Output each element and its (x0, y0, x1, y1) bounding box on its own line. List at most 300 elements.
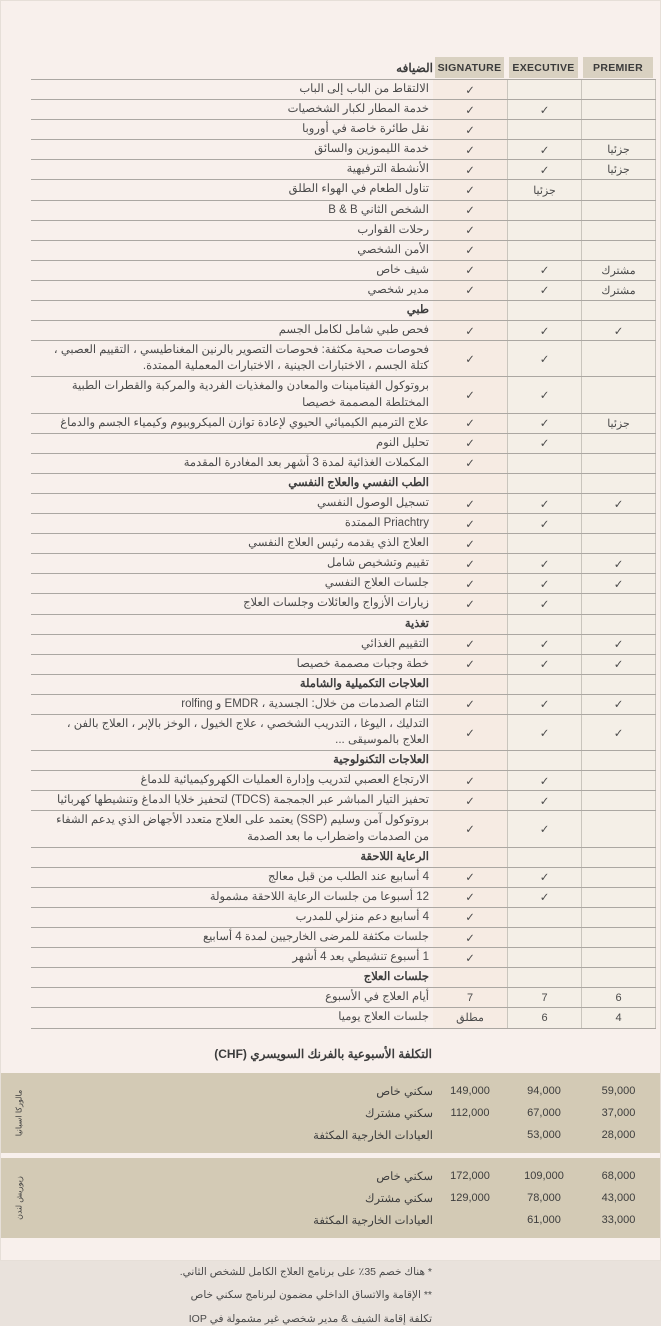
price-value-premier: 37,000 (581, 1107, 656, 1119)
value-text: مشترك (601, 264, 635, 277)
check-icon: ✓ (465, 497, 475, 511)
table-row (31, 791, 656, 811)
value-text: جزئيا (607, 417, 630, 430)
table-row (31, 221, 656, 241)
value-cell-executive (507, 554, 581, 573)
value-cell-premier (581, 615, 656, 634)
check-icon: ✓ (540, 163, 550, 177)
pricing-row (31, 1102, 656, 1124)
section-label: العلاجات التكنولوجية (31, 751, 433, 770)
check-icon: ✓ (465, 163, 475, 177)
feature-label: بروتوكول آمن وسليم (SSP) يعتمد على العلاج متعدد الأجهاض الذي يدعم الشفاء من الصدمات واضطراب ما بعد الصدمة (31, 811, 433, 846)
value-cell-premier (581, 377, 656, 412)
value-cell-signature (433, 120, 507, 139)
value-cell-executive (507, 321, 581, 340)
value-cell-signature (433, 80, 507, 99)
footnote: * هناك خصم 35٪ على برنامج العلاج الكامل للشخص الثاني. (1, 1266, 432, 1280)
value-cell-premier (581, 100, 656, 119)
feature-label: الأمن الشخصي (31, 241, 433, 260)
price-value-premier: 68,000 (581, 1170, 656, 1182)
table-row (31, 120, 656, 140)
table-row (31, 811, 656, 847)
check-icon: ✓ (465, 637, 475, 651)
value-cell-premier (581, 120, 656, 139)
check-icon: ✓ (540, 283, 550, 297)
value-cell-signature (433, 1008, 507, 1027)
value-cell-signature (433, 791, 507, 810)
value-text: جزئيا (607, 163, 630, 176)
value-cell-signature (433, 675, 507, 694)
feature-label: Priachtry الممتدة (31, 514, 433, 533)
value-cell-executive (507, 120, 581, 139)
table-row (31, 868, 656, 888)
pricing-group (1, 1158, 660, 1238)
value-cell-executive (507, 811, 581, 846)
feature-label: خدمة الليموزين والسائق (31, 140, 433, 159)
table-row (31, 928, 656, 948)
value-cell-premier (581, 201, 656, 220)
value-text: مشترك (601, 284, 635, 297)
check-icon: ✓ (465, 537, 475, 551)
column-header-executive: EXECUTIVE (509, 57, 578, 78)
value-cell-signature (433, 261, 507, 280)
feature-label: مدير شخصي (31, 281, 433, 300)
features-table (31, 57, 656, 1029)
check-icon: ✓ (614, 497, 624, 511)
value-cell-signature (433, 988, 507, 1007)
price-value-premier: 59,000 (581, 1085, 656, 1097)
table-row (31, 574, 656, 594)
table-row (31, 554, 656, 574)
table-row (31, 695, 656, 715)
value-cell-executive (507, 140, 581, 159)
price-value-signature: 112,000 (433, 1107, 507, 1119)
feature-label: 4 أسابيع دعم منزلي للمدرب (31, 908, 433, 927)
table-row (31, 140, 656, 160)
pricing-row-label: سكني خاص (31, 1084, 433, 1098)
section-label: العلاجات التكميلية والشاملة (31, 675, 433, 694)
value-cell-executive (507, 908, 581, 927)
check-icon: ✓ (540, 517, 550, 531)
feature-label: رحلات القوارب (31, 221, 433, 240)
value-cell-premier (581, 574, 656, 593)
value-cell-executive (507, 474, 581, 493)
value-cell-premier (581, 414, 656, 433)
check-icon: ✓ (540, 352, 550, 366)
table-row (31, 414, 656, 434)
value-cell-executive (507, 414, 581, 433)
table-row (31, 281, 656, 301)
value-cell-executive (507, 615, 581, 634)
value-cell-signature (433, 751, 507, 770)
value-cell-executive (507, 675, 581, 694)
feature-label: التدليك ، اليوغا ، التدريب الشخصي ، علاج الخيول ، الوخز بالإبر ، العلاج بالفن ، العلاج بالموسيقى ... (31, 715, 433, 750)
pricing-groups (1, 1073, 660, 1238)
check-icon: ✓ (465, 456, 475, 470)
value-text: 4 (615, 1012, 621, 1024)
value-cell-premier (581, 140, 656, 159)
value-cell-premier (581, 791, 656, 810)
column-header-premier: PREMIER (583, 57, 653, 78)
value-cell-premier (581, 221, 656, 240)
value-cell-executive (507, 241, 581, 260)
pricing-row-label: سكني مشترك (31, 1191, 433, 1205)
pricing-row-label: العيادات الخارجية المكثفة (31, 1128, 433, 1142)
price-value-executive: 109,000 (507, 1170, 581, 1182)
value-cell-executive (507, 868, 581, 887)
value-cell-executive (507, 574, 581, 593)
value-cell-premier (581, 751, 656, 770)
check-icon: ✓ (614, 697, 624, 711)
weekly-cost-title: التكلفة الأسبوعية بالفرنك السويسري (CHF) (1, 1047, 432, 1061)
table-row (31, 341, 656, 377)
value-cell-premier (581, 494, 656, 513)
value-cell-signature (433, 434, 507, 453)
value-cell-signature (433, 635, 507, 654)
table-row (31, 241, 656, 261)
value-cell-executive (507, 1008, 581, 1027)
check-icon: ✓ (465, 223, 475, 237)
value-cell-signature (433, 615, 507, 634)
section-hospitality-label: الضيافه (31, 61, 433, 75)
value-cell-signature (433, 377, 507, 412)
value-cell-executive (507, 534, 581, 553)
check-icon: ✓ (465, 910, 475, 924)
value-cell-signature (433, 655, 507, 674)
value-cell-premier (581, 454, 656, 473)
value-cell-signature (433, 454, 507, 473)
value-cell-premier (581, 695, 656, 714)
table-row (31, 771, 656, 791)
check-icon: ✓ (465, 577, 475, 591)
value-cell-executive (507, 434, 581, 453)
value-cell-executive (507, 281, 581, 300)
value-cell-signature (433, 928, 507, 947)
value-cell-premier (581, 534, 656, 553)
section-row (31, 615, 656, 635)
value-cell-premier (581, 261, 656, 280)
price-value-executive: 61,000 (507, 1214, 581, 1226)
pricing-row-label: العيادات الخارجية المكثفة (31, 1213, 433, 1227)
value-cell-signature (433, 594, 507, 613)
table-row (31, 100, 656, 120)
table-row (31, 180, 656, 200)
value-cell-signature (433, 160, 507, 179)
check-icon: ✓ (614, 726, 624, 740)
value-cell-executive (507, 968, 581, 987)
check-icon: ✓ (465, 517, 475, 531)
value-cell-signature (433, 341, 507, 376)
feature-label: 1 أسبوع تنشيطي بعد 4 أشهر (31, 948, 433, 967)
value-cell-premier (581, 341, 656, 376)
value-text: 7 (467, 992, 473, 1004)
check-icon: ✓ (540, 794, 550, 808)
value-text: 6 (615, 992, 621, 1004)
price-value-signature: 129,000 (433, 1192, 507, 1204)
value-cell-premier (581, 281, 656, 300)
value-text: جزئيا (607, 143, 630, 156)
value-text: جزئيا (533, 184, 556, 197)
table-row (31, 948, 656, 968)
section-label: تغذية (31, 615, 433, 634)
pricing-row (31, 1165, 656, 1187)
value-cell-premier (581, 241, 656, 260)
feature-label: الالتقاط من الباب إلى الباب (31, 80, 433, 99)
price-value-executive: 67,000 (507, 1107, 581, 1119)
value-cell-signature (433, 494, 507, 513)
check-icon: ✓ (540, 416, 550, 430)
pricing-row (31, 1209, 656, 1231)
value-cell-signature (433, 868, 507, 887)
feature-label: التئام الصدمات من خلال: الجسدية ، EMDR و rolfing (31, 695, 433, 714)
value-cell-premier (581, 675, 656, 694)
value-cell-premier (581, 80, 656, 99)
check-icon: ✓ (540, 324, 550, 338)
check-icon: ✓ (465, 726, 475, 740)
section-label: جلسات العلاج (31, 968, 433, 987)
check-icon: ✓ (540, 726, 550, 740)
table-row (31, 534, 656, 554)
value-cell-premier (581, 888, 656, 907)
check-icon: ✓ (465, 597, 475, 611)
value-cell-executive (507, 301, 581, 320)
value-cell-signature (433, 715, 507, 750)
check-icon: ✓ (614, 557, 624, 571)
table-row (31, 594, 656, 614)
check-icon: ✓ (465, 870, 475, 884)
section-row (31, 968, 656, 988)
check-icon: ✓ (465, 388, 475, 402)
table-row (31, 494, 656, 514)
feature-label: الشخص الثاني B & B (31, 201, 433, 220)
value-cell-executive (507, 261, 581, 280)
feature-label: تحليل النوم (31, 434, 433, 453)
check-icon: ✓ (465, 123, 475, 137)
value-cell-executive (507, 160, 581, 179)
check-icon: ✓ (465, 931, 475, 945)
value-cell-signature (433, 554, 507, 573)
table-row (31, 635, 656, 655)
feature-label: خطة وجبات مصممة خصيصا (31, 655, 433, 674)
value-cell-signature (433, 514, 507, 533)
table-row (31, 261, 656, 281)
footnote: تكلفة إقامة الشيف & مدير شخصي غير مشمولة في IOP (1, 1313, 432, 1326)
check-icon: ✓ (465, 822, 475, 836)
value-text: 6 (541, 1012, 547, 1024)
check-icon: ✓ (540, 890, 550, 904)
table-row (31, 377, 656, 413)
feature-label: خدمة المطار لكبار الشخصيات (31, 100, 433, 119)
check-icon: ✓ (614, 637, 624, 651)
table-row (31, 908, 656, 928)
feature-label: التقييم الغذائي (31, 635, 433, 654)
value-cell-signature (433, 140, 507, 159)
footnotes (1, 1266, 432, 1326)
value-cell-premier (581, 180, 656, 199)
feature-label: أيام العلاج في الأسبوع (31, 988, 433, 1007)
price-value-executive: 94,000 (507, 1085, 581, 1097)
value-cell-premier (581, 554, 656, 573)
check-icon: ✓ (465, 416, 475, 430)
value-cell-executive (507, 635, 581, 654)
check-icon: ✓ (540, 657, 550, 671)
section-label: طبي (31, 301, 433, 320)
feature-label: جلسات العلاج النفسي (31, 574, 433, 593)
value-cell-executive (507, 655, 581, 674)
value-cell-premier (581, 301, 656, 320)
value-cell-signature (433, 221, 507, 240)
value-cell-premier (581, 848, 656, 867)
check-icon: ✓ (614, 324, 624, 338)
table-row (31, 80, 656, 100)
table-row (31, 888, 656, 908)
check-icon: ✓ (465, 143, 475, 157)
feature-label: بروتوكول الفيتامينات والمعادن والمغذيات الفردية والمركبة والقطرات الطبية المختلطة المصممة خصيصا (31, 377, 433, 412)
pricing-row (31, 1124, 656, 1146)
check-icon: ✓ (614, 577, 624, 591)
value-cell-executive (507, 80, 581, 99)
price-value-signature: 149,000 (433, 1085, 507, 1097)
table-row (31, 514, 656, 534)
feature-label: الارتجاع العصبي لتدريب وإدارة العمليات الكهروكيميائية للدماغ (31, 771, 433, 790)
check-icon: ✓ (540, 774, 550, 788)
value-cell-signature (433, 771, 507, 790)
value-cell-executive (507, 751, 581, 770)
value-cell-signature (433, 888, 507, 907)
check-icon: ✓ (540, 597, 550, 611)
table-row (31, 988, 656, 1008)
value-cell-premier (581, 988, 656, 1007)
check-icon: ✓ (465, 794, 475, 808)
feature-label: 4 أسابيع عند الطلب من قبل معالج (31, 868, 433, 887)
feature-label: تسجيل الوصول النفسي (31, 494, 433, 513)
value-cell-signature (433, 281, 507, 300)
value-cell-premier (581, 715, 656, 750)
check-icon: ✓ (465, 951, 475, 965)
check-icon: ✓ (465, 283, 475, 297)
feature-label: زيارات الأزواج والعائلات وجلسات العلاج (31, 594, 433, 613)
feature-label: نقل طائرة خاصة في أوروبا (31, 120, 433, 139)
column-header-signature: SIGNATURE (435, 57, 504, 78)
check-icon: ✓ (465, 657, 475, 671)
feature-label: فحص طبي شامل لكامل الجسم (31, 321, 433, 340)
value-cell-premier (581, 968, 656, 987)
value-cell-premier (581, 908, 656, 927)
location-label: مالوركا اسبانيا (15, 1089, 24, 1135)
location-label: زيوريش لندن (15, 1176, 24, 1220)
check-icon: ✓ (540, 822, 550, 836)
section-label: الرعاية اللاحقة (31, 848, 433, 867)
value-cell-signature (433, 534, 507, 553)
value-cell-premier (581, 948, 656, 967)
value-cell-signature (433, 321, 507, 340)
value-cell-signature (433, 848, 507, 867)
value-cell-signature (433, 201, 507, 220)
section-row (31, 848, 656, 868)
value-cell-executive (507, 771, 581, 790)
table-header-row (31, 57, 656, 80)
value-cell-executive (507, 377, 581, 412)
value-cell-premier (581, 514, 656, 533)
price-value-executive: 53,000 (507, 1129, 581, 1141)
value-cell-executive (507, 848, 581, 867)
check-icon: ✓ (465, 324, 475, 338)
check-icon: ✓ (465, 557, 475, 571)
check-icon: ✓ (540, 870, 550, 884)
value-cell-executive (507, 988, 581, 1007)
value-text: مطلق (456, 1011, 484, 1024)
value-cell-executive (507, 221, 581, 240)
feature-label: الأنشطة الترفيهية (31, 160, 433, 179)
check-icon: ✓ (614, 657, 624, 671)
value-text: 7 (541, 992, 547, 1004)
price-value-signature: 172,000 (433, 1170, 507, 1182)
value-cell-premier (581, 474, 656, 493)
value-cell-signature (433, 414, 507, 433)
feature-label: تحفيز التيار المباشر عبر الجمجمة (TDCS) لتحفيز خلايا الدماغ وتنشيطها كهربائيا (31, 791, 433, 810)
feature-label: شيف خاص (31, 261, 433, 280)
check-icon: ✓ (540, 143, 550, 157)
feature-label: جلسات العلاج يوميا (31, 1008, 433, 1027)
value-cell-executive (507, 791, 581, 810)
value-cell-signature (433, 948, 507, 967)
feature-label: فحوصات صحية مكثفة: فحوصات التصوير بالرنين المغناطيسي ، التقييم العصبي ، كتلة الجسم ، الاختبارات الجينية ، الاختبارات المعملية الممتدة. (31, 341, 433, 376)
table-row (31, 454, 656, 474)
table-row (31, 201, 656, 221)
section-row (31, 301, 656, 321)
pricing-group (1, 1073, 660, 1153)
table-row (31, 1008, 656, 1028)
value-cell-executive (507, 948, 581, 967)
value-cell-premier (581, 434, 656, 453)
value-cell-executive (507, 180, 581, 199)
pricing-row-label: سكني مشترك (31, 1106, 433, 1120)
value-cell-signature (433, 695, 507, 714)
section-row (31, 474, 656, 494)
check-icon: ✓ (540, 103, 550, 117)
table-row (31, 434, 656, 454)
value-cell-signature (433, 968, 507, 987)
price-value-premier: 43,000 (581, 1192, 656, 1204)
check-icon: ✓ (465, 774, 475, 788)
value-cell-signature (433, 180, 507, 199)
feature-label: جلسات مكثفة للمرضى الخارجيين لمدة 4 أسابيع (31, 928, 433, 947)
value-cell-executive (507, 494, 581, 513)
price-value-executive: 78,000 (507, 1192, 581, 1204)
value-cell-premier (581, 655, 656, 674)
value-cell-executive (507, 715, 581, 750)
price-value-premier: 28,000 (581, 1129, 656, 1141)
check-icon: ✓ (540, 697, 550, 711)
pricing-row (31, 1187, 656, 1209)
value-cell-premier (581, 868, 656, 887)
check-icon: ✓ (540, 497, 550, 511)
value-cell-premier (581, 811, 656, 846)
value-cell-premier (581, 160, 656, 179)
feature-label: المكملات الغذائية لمدة 3 أشهر بعد المغادرة المقدمة (31, 454, 433, 473)
pricing-row (31, 1080, 656, 1102)
table-row (31, 715, 656, 751)
value-cell-signature (433, 908, 507, 927)
value-cell-executive (507, 928, 581, 947)
table-row (31, 160, 656, 180)
value-cell-premier (581, 771, 656, 790)
value-cell-executive (507, 695, 581, 714)
value-cell-signature (433, 100, 507, 119)
price-value-premier: 33,000 (581, 1214, 656, 1226)
section-row (31, 751, 656, 771)
check-icon: ✓ (465, 890, 475, 904)
